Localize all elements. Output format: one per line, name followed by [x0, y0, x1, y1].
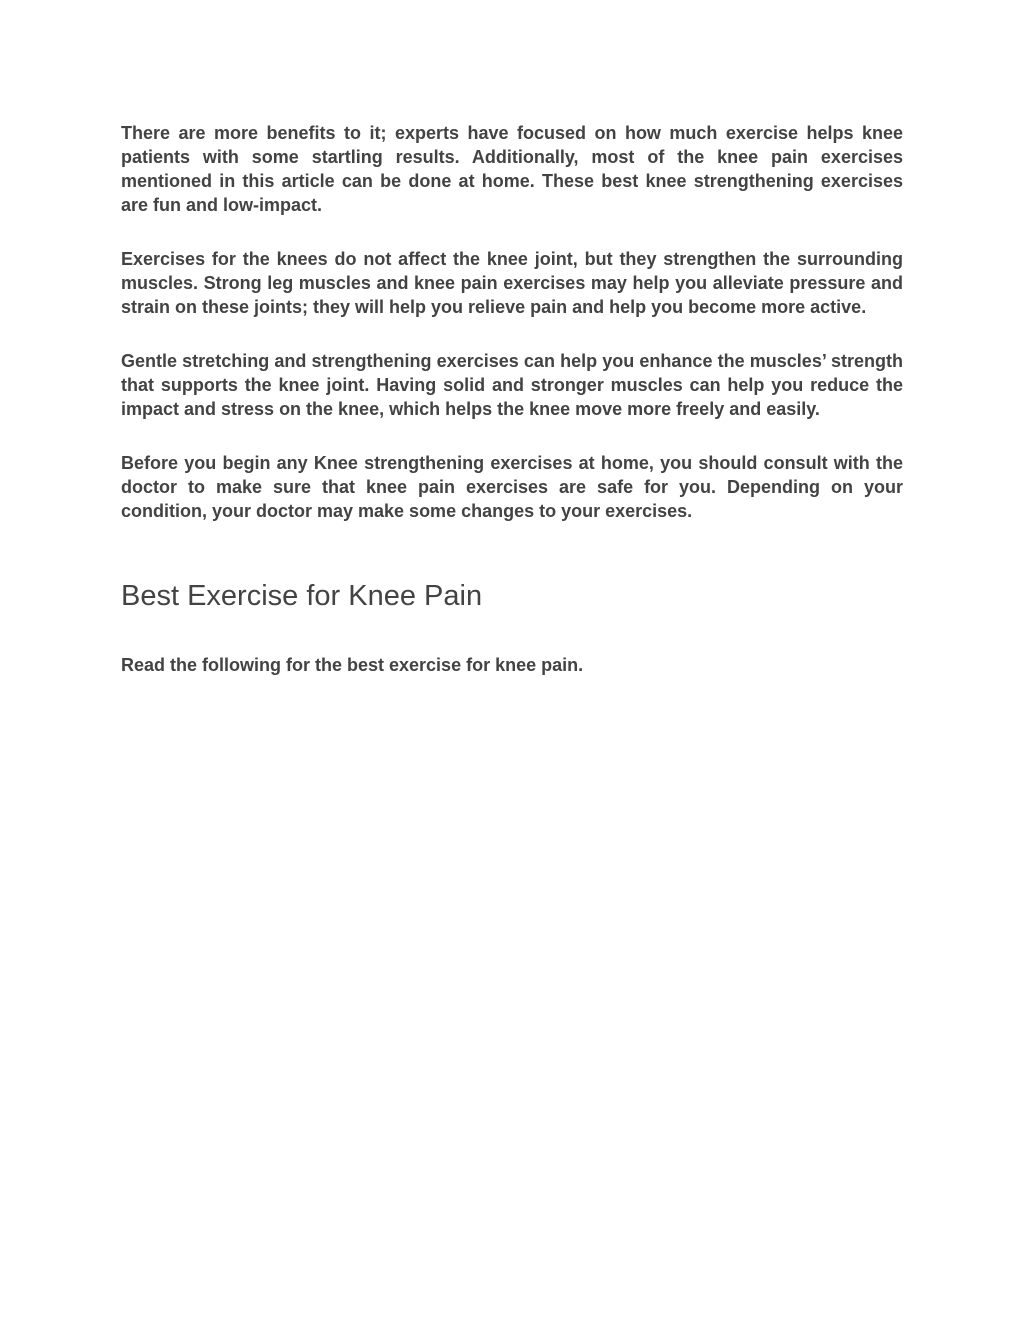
section-intro: Read the following for the best exercise for knee pain. — [121, 655, 584, 675]
paragraph-knee-exercises: Exercises for the knees do not affect the knee joint, but they strengthen the surrounding muscles. Strong leg muscles and knee pain exercises may help you alleviate pressure and strain on these joints; they will help you relieve pain and help you become more active. — [121, 249, 903, 317]
section-heading: Best Exercise for Knee Pain — [121, 580, 483, 612]
document-page — [121, 121, 903, 677]
paragraph-benefits: There are more benefits to it; experts have focused on how much exercise helps knee patients with some startling results. Additionally, most of the knee pain exercises mentioned in this article can be done at home. These best knee strengthening exercises are fun and low-impact. — [121, 123, 903, 215]
paragraph-consult-doctor: Before you begin any Knee strengthening exercises at home, you should consult with the doctor to make sure that knee pain exercises are safe for you. Depending on your condition, your doctor may make some changes to your exercises. — [121, 453, 903, 521]
paragraph-stretching: Gentle stretching and strengthening exercises can help you enhance the muscles’ strength that supports the knee joint. Having solid and stronger muscles can help you reduce the impact and stress on the knee, which helps the knee move more freely and easily. — [121, 351, 903, 419]
